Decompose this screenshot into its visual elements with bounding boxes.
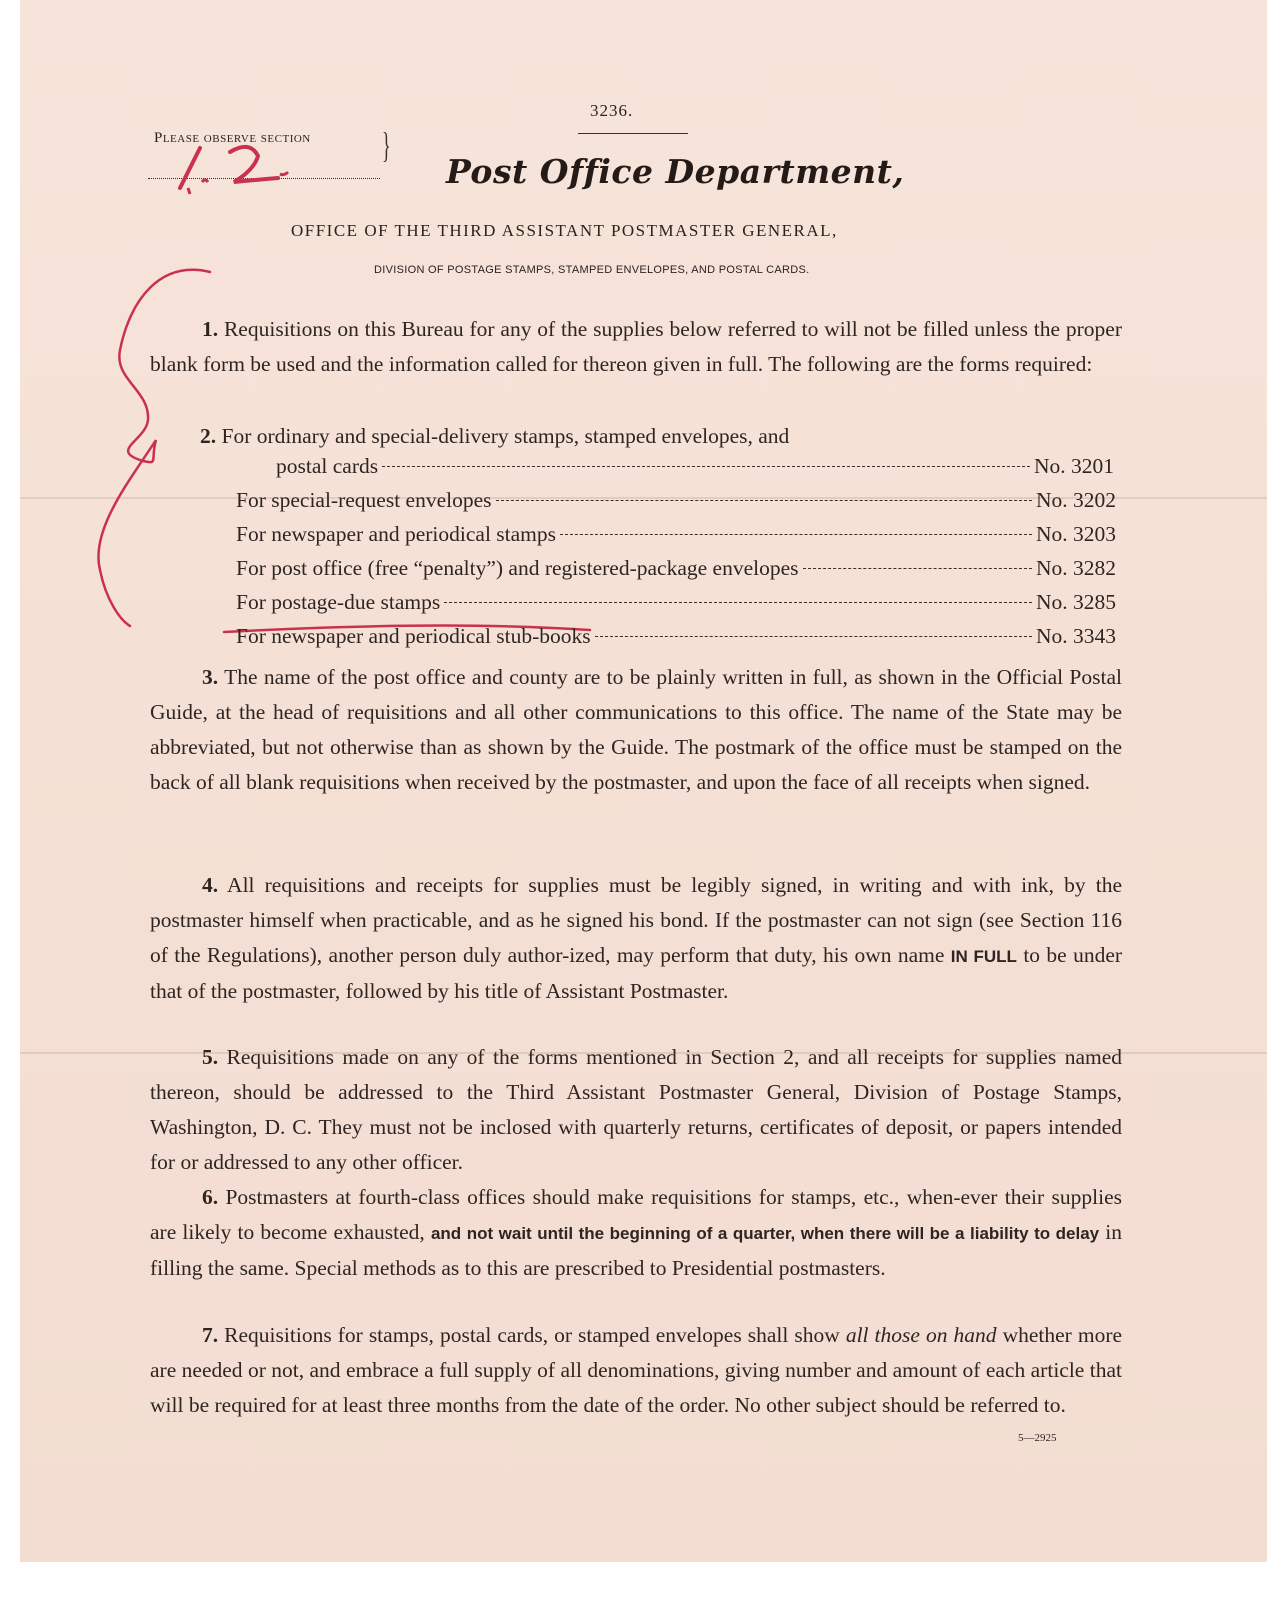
section-2-number: 2. — [200, 424, 217, 448]
leader-dots — [803, 568, 1032, 569]
form-row-number: No. 3282 — [1035, 556, 1116, 580]
print-code: 5—2925 — [1018, 1432, 1057, 1444]
leader-dots — [560, 534, 1032, 535]
form-number: 3236. — [590, 101, 634, 120]
section-4-text-a: All requisitions and receipts for supplies must be legibly signed, in writing and with ink, by the postmaster himself when practicable, and as he signed his bond. If the postmaster can not sign (see Section 116 of the Regulations), another person duly author-ized, may perform that duty, his own name — [150, 873, 1122, 967]
form-row-number: No. 3201 — [1033, 454, 1114, 478]
section-4-text-b: to be under that of the postmaster, followed by his title of Assistant Postmaster. — [150, 943, 1123, 1003]
section-7-number: 7. — [202, 1323, 219, 1347]
section-3 — [150, 660, 1122, 800]
form-row — [236, 522, 1116, 552]
section-3-number: 3. — [202, 665, 219, 689]
form-row-label: For post office (free “penalty”) and registered-package envelopes — [236, 556, 799, 580]
form-row-label: For postage-due stamps — [236, 590, 441, 614]
section-1-number: 1. — [202, 317, 219, 341]
section-6-emphasis: and not wait until the beginning of a quarter, when there will be a liability to delay — [430, 1224, 1100, 1243]
form-row-number: No. 3202 — [1035, 488, 1116, 512]
form-row — [236, 590, 1116, 620]
section-6-text-b: in filling the same. Special methods as to this are prescribed to Presidential postmasters. — [150, 1220, 1123, 1280]
section-7-text-b: whether more are needed or not, and embrace a full supply of all denominations, giving number and amount of each article that will be required for at least three months from the date of the order. No other subject should be referred to. — [150, 1323, 1123, 1417]
section-5 — [150, 1040, 1122, 1180]
section-4-emphasis: IN FULL — [950, 947, 1017, 966]
section-7-italic: all those on hand — [845, 1323, 997, 1347]
brace-mark: } — [382, 125, 391, 165]
section-6-number: 6. — [202, 1185, 219, 1209]
section-6-text-a: Postmasters at fourth-class offices should make requisitions for stamps, etc., when-ever their supplies are likely to become exhausted, — [150, 1185, 1122, 1244]
leader-dots — [382, 466, 1030, 467]
leader-dots — [595, 636, 1032, 637]
office-title: OFFICE OF THE THIRD ASSISTANT POSTMASTER GENERAL, — [291, 221, 838, 240]
section-7-text-a: Requisitions for stamps, postal cards, or stamped envelopes shall show — [224, 1323, 840, 1347]
form-row-number: No. 3203 — [1035, 522, 1116, 546]
section-5-number: 5. — [202, 1045, 219, 1069]
section-2 — [200, 424, 789, 449]
form-row — [236, 556, 1116, 586]
section-6 — [150, 1180, 1122, 1286]
department-title: Post Office Department, — [446, 152, 905, 191]
leader-dots — [444, 602, 1032, 603]
leader-dots — [496, 500, 1032, 501]
form-row — [276, 454, 1114, 484]
form-row — [236, 488, 1116, 518]
section-4-number: 4. — [202, 873, 219, 897]
section-1 — [150, 312, 1122, 382]
form-row-label: postal cards — [276, 454, 379, 478]
section-2-lead: For ordinary and special-delivery stamps, stamped envelopes, and — [221, 424, 790, 448]
header-rule — [578, 133, 688, 134]
observe-section-label: Please observe section — [154, 130, 311, 146]
form-row-label: For newspaper and periodical stub-books — [236, 624, 591, 648]
form-row-number: No. 3285 — [1035, 590, 1116, 614]
form-row-label: For special-request envelopes — [236, 488, 492, 512]
handwritten-section-numbers — [160, 138, 320, 198]
form-row-label: For newspaper and periodical stamps — [236, 522, 557, 546]
division-title: DIVISION OF POSTAGE STAMPS, STAMPED ENVELOPES, AND POSTAL CARDS. — [374, 264, 810, 276]
section-1-text: Requisitions on this Bureau for any of the supplies below referred to will not be filled unless the proper blank form be used and the information called for thereon given in full. The following are the forms required: — [150, 317, 1122, 376]
form-row-number: No. 3343 — [1035, 624, 1116, 648]
section-4 — [150, 868, 1122, 1009]
form-row — [236, 624, 1116, 654]
section-7 — [150, 1318, 1122, 1423]
section-5-text: Requisitions made on any of the forms mentioned in Section 2, and all receipts for supplies named thereon, should be addressed to the Third Assistant Postmaster General, Division of Postage Stamps, Washington, D. C. They must not be inclosed with quarterly returns, certificates of deposit, or papers intended for or addressed to any other officer. — [150, 1045, 1122, 1174]
section-3-text: The name of the post office and county are to be plainly written in full, as shown in the Official Postal Guide, at the head of requisitions and all other communications to this office. The name of the State may be abbreviated, but not otherwise than as shown by the Guide. The postmark of the office must be stamped on the back of all blank requisitions when received by the postmaster, and upon the face of all receipts when signed. — [150, 665, 1122, 794]
